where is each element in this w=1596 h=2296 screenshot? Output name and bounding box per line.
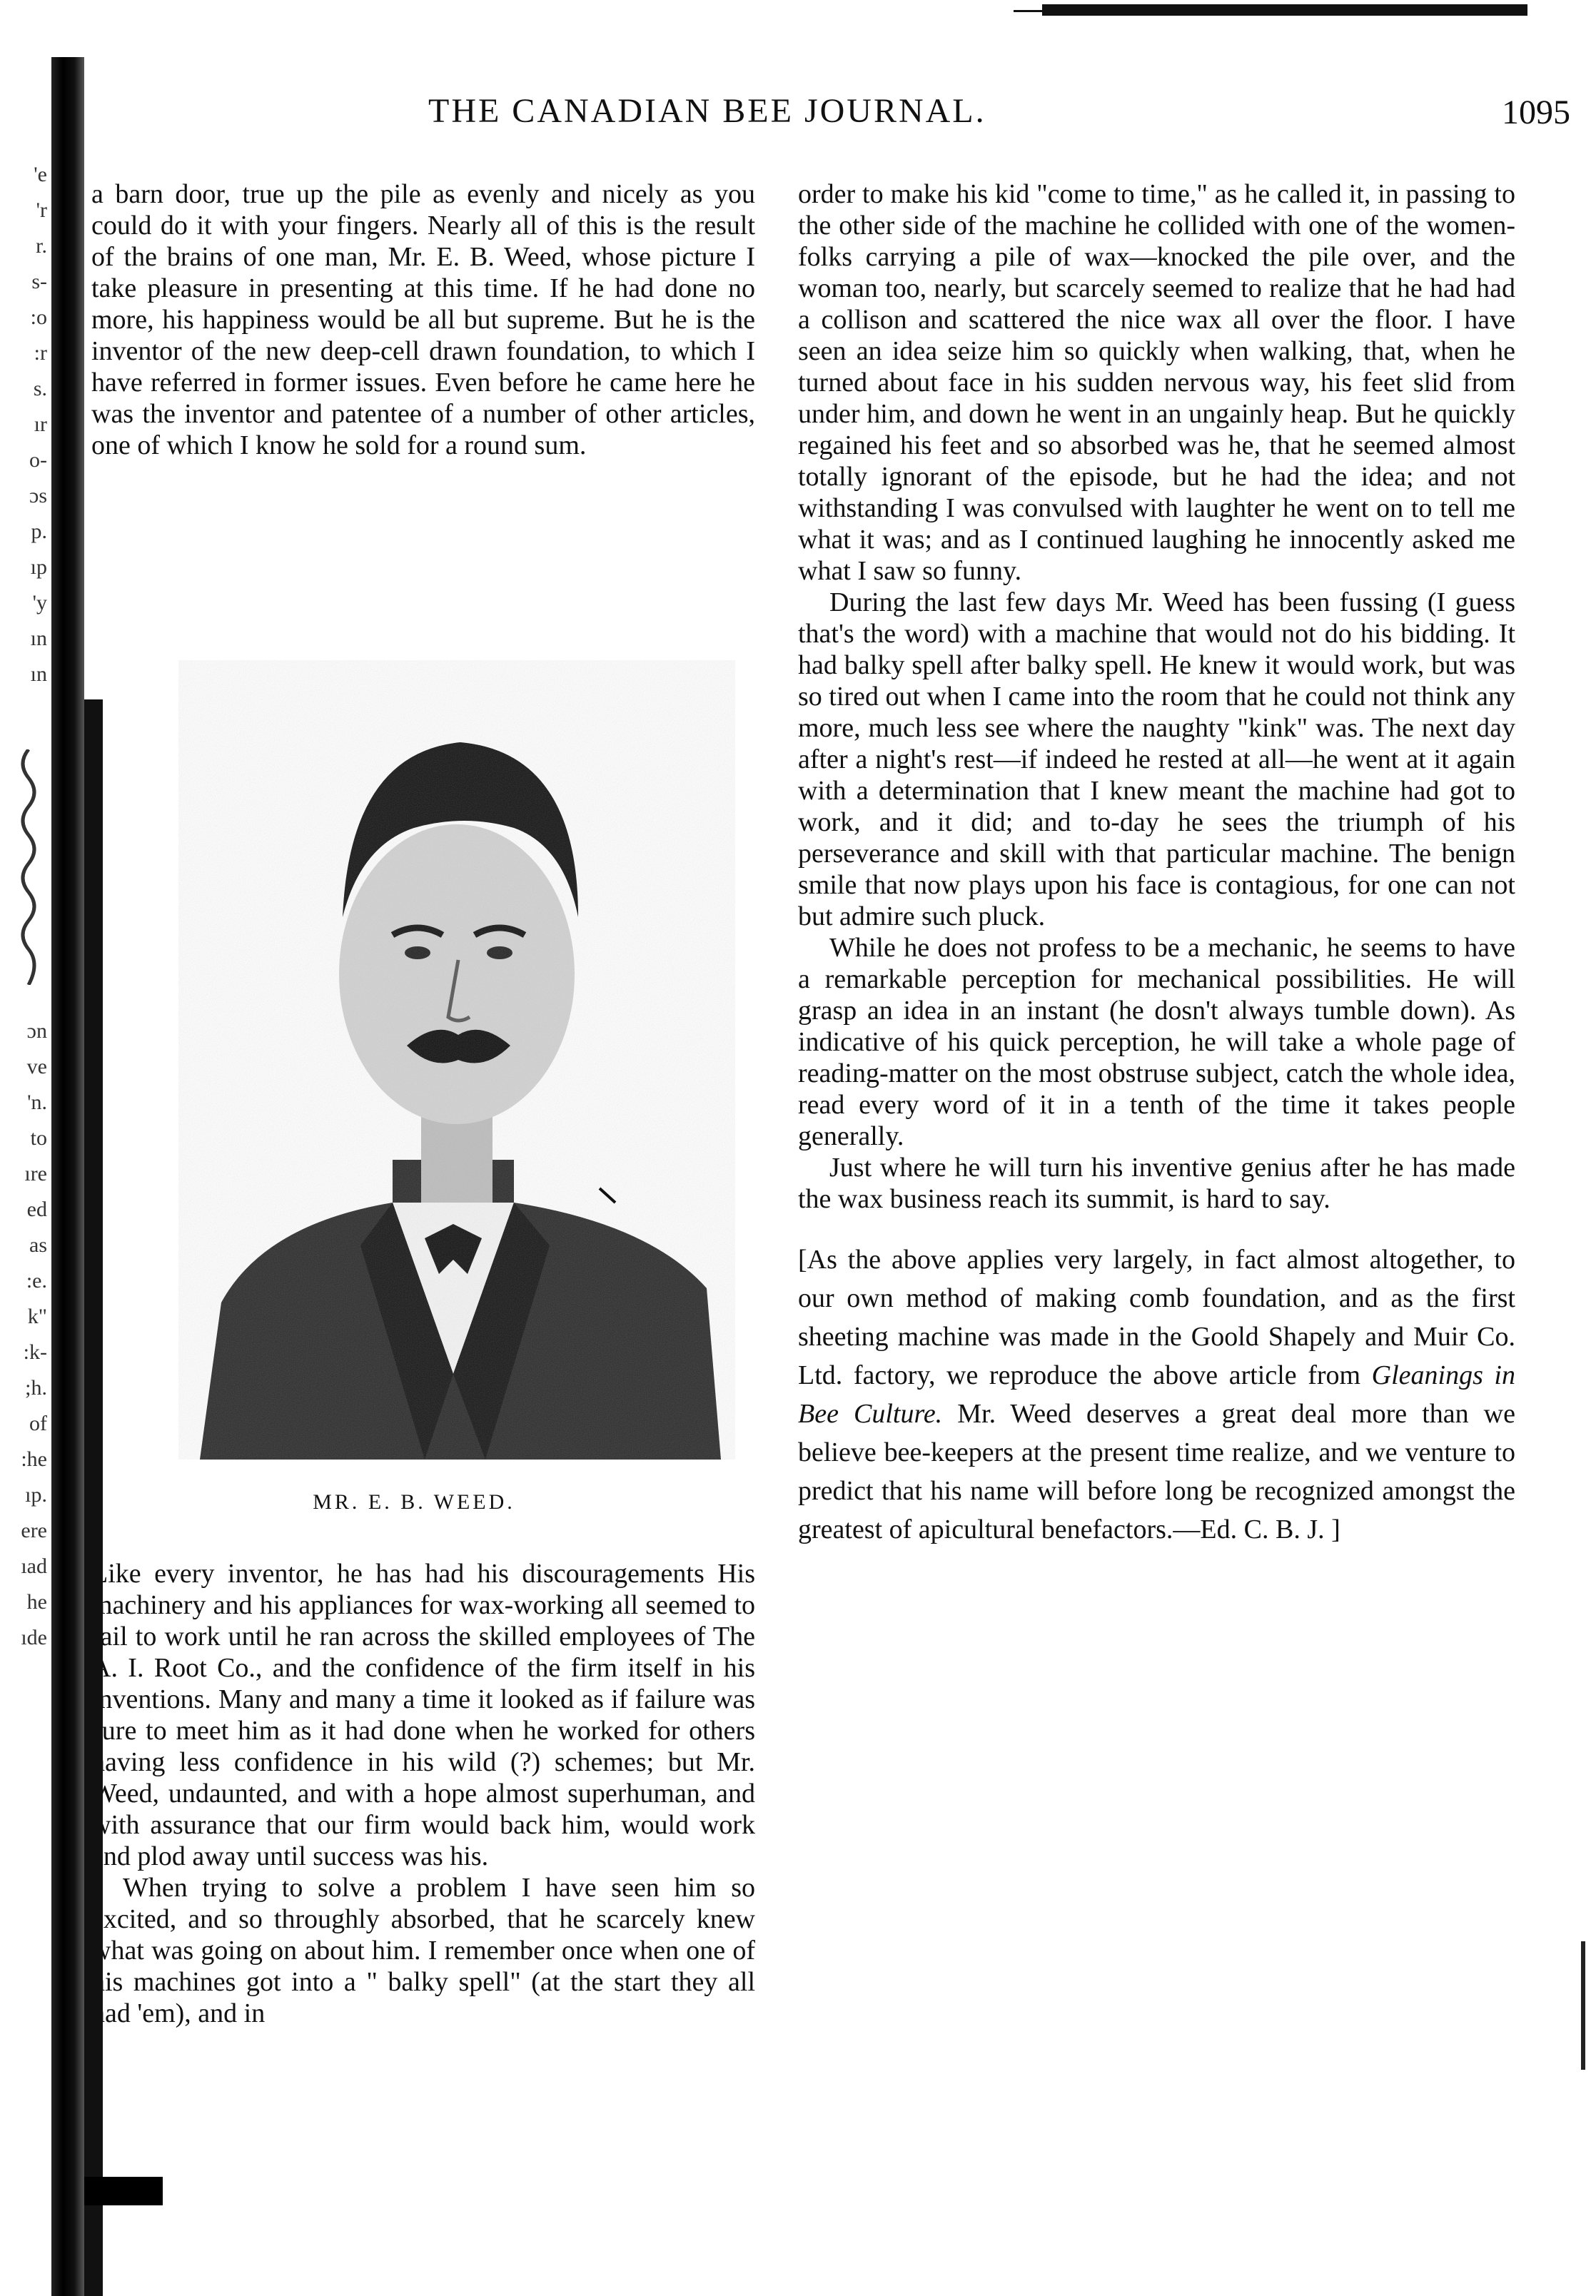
article-paragraph: Like every inventor, he has had his discouragements His machinery and his appliances for wax-working all seemed to fail to work until he ran across the skilled employees of The A. I. Root Co., and the confidence of the firm itself in his inventions. Many and many a time it looked as if failure was sure to meet him as it had done when he worked for others having less confidence in his wild (?) schemes; but Mr. Weed, undaunted, and with a hope almost superhuman, and with assurance that our firm would back him, would work and plod away until success was his. [91, 1559, 755, 1871]
article-paragraph: While he does not profess to be a mechanic, he seems to have a remarkable perception for mechanical possibilities. He will grasp an idea in an instant (he dosn't always tumble down). As indicative of his quick perception, he will take a whole page of reading-matter on the most obstruse subject, catch the whole idea, read every word of it in a tenth of the time it takes people generally. [798, 933, 1515, 1151]
article-paragraph: order to make his kid "come to time," as he called it, in passing to the other side of the machine he collided with one of the women-folks carrying a pile of wax—knocked the pile over, and the woman too, nearly, but scarcely seemed to realize that he had had a collison and scattered the nice wax all over the floor. I have seen an idea seize him so quickly when walking, that, when he turned about face in his sudden nervous way, his feet slid from under him, and down he went in an ungainly heap. But he quickly regained his feet and so absorbed was he, that he seemed almost totally ignorant of the episode, but he had the idea; and not withstanding I was convulsed with laughter he went on to tell me what it was; and as I continued laughing he innocently asked me what I saw so funny. [798, 179, 1515, 586]
facing-page-fragment: o- [29, 448, 47, 472]
facing-page-fragment: ıde [21, 1626, 47, 1649]
article-paragraph: When trying to solve a problem I have seen him so excited, and so throughly absorbed, that he scarcely knew what was going on about him. I remember once when one of his machines got into a " balky spell" (at the start they all had 'em), and in [91, 1873, 755, 2028]
facing-page-ornament [16, 749, 41, 985]
page-header [428, 91, 1570, 134]
facing-page-fragment: :o [30, 305, 47, 329]
facing-page-fragment: s. [33, 377, 47, 400]
facing-page-fragment: ;h. [25, 1376, 47, 1400]
editor-note-text-end: Mr. Weed deserves a great deal more than we believe bee-keepers at the present time realize, and we venture to predict that his name will before long be recognized amongst the greatest of apicultural benefactors.—Ed. C. B. J. ] [798, 1399, 1515, 1544]
facing-page-fragment: ır [34, 413, 47, 436]
binding-gutter-shadow [51, 57, 84, 2296]
facing-page-fragment: :k- [23, 1340, 47, 1364]
facing-page-fragment: s- [31, 270, 47, 293]
facing-page-fragment: 'e [34, 163, 47, 186]
binding-gutter-inner [84, 699, 103, 2296]
facing-page-fragment: 'n. [27, 1091, 47, 1114]
top-border-rule [1042, 4, 1527, 16]
facing-page-fragment: ɔs [29, 484, 47, 507]
right-column-paragraphs [798, 178, 1515, 1215]
facing-page-fragment: k" [27, 1305, 47, 1328]
left-column-top [91, 178, 755, 461]
article-paragraph: Just where he will turn his inventive genius after he has made the wax business reach its summit, is hard to say. [798, 1153, 1515, 1214]
facing-page-fragment: ın [30, 627, 47, 650]
facing-page-fragment: ere [21, 1519, 47, 1542]
running-title: THE CANADIAN BEE JOURNAL. [428, 92, 986, 130]
facing-page-fragment: of [29, 1412, 47, 1435]
edge-mark [1581, 1941, 1585, 2070]
facing-page-fragment: as [29, 1233, 47, 1257]
facing-page-bleed [0, 157, 50, 2084]
page-number: 1095 [1502, 93, 1570, 131]
facing-page-fragment: r. [36, 234, 47, 258]
facing-page-fragment: ıad [21, 1554, 47, 1578]
facing-page-fragment: ve [26, 1055, 47, 1078]
editor-note-text: [As the above applies very largely, in fact almost altogether, to our own method of making comb foundation, and as the first sheeting machine was made in the Goold Shapely and Muir Co. Ltd. factory, we reproduce the above article from [798, 1245, 1515, 1390]
source-title: Gleanings in Bee Culture. [798, 1360, 1515, 1429]
facing-page-fragment: :r [34, 341, 47, 365]
facing-page-fragment: :he [21, 1447, 47, 1471]
portrait-caption: MR. E. B. WEED. [313, 1490, 515, 1514]
facing-page-fragment: ɔn [26, 1019, 47, 1043]
facing-page-fragment: ın [30, 662, 47, 686]
facing-page-fragment: he [26, 1590, 47, 1614]
facing-page-fragment: 'y [32, 591, 47, 615]
portrait-illustration [178, 660, 735, 1460]
article-paragraph: During the last few days Mr. Weed has been fussing (I guess that's the word) with a machine that would not do his bidding. It had balky spell after balky spell. He knew it would work, but was so tired out when I came into the room that he could not think any more, much less see where the naughty "kink" was. The next day after a night's rest—if indeed he rested at all—he went at it again with a determination that I knew meant the machine had got to work, and it did; and to-day he sees the triumph of his perseverance and skill with that particular machine. The benign smile that now plays upon his face is contagious, for one can not but admire such pluck. [798, 587, 1515, 931]
left-column-bottom [91, 1558, 755, 2029]
facing-page-fragment: p. [31, 520, 47, 543]
facing-page-fragment: ıp. [25, 1483, 47, 1507]
binding-gutter-mark [84, 2177, 163, 2205]
facing-page-fragment [0, 692, 50, 728]
facing-page-fragment: 'r [36, 198, 47, 222]
facing-page-fragment: :e. [26, 1269, 47, 1293]
facing-page-fragment: ıre [24, 1162, 47, 1185]
facing-page-fragment: to [30, 1126, 47, 1150]
editor-note [798, 1240, 1515, 1549]
facing-page-fragment: ed [26, 1198, 47, 1221]
facing-page-fragment: ıp [30, 555, 47, 579]
article-paragraph: a barn door, true up the pile as evenly and nicely as you could do it with your fingers. Nearly all of this is the result of the brains of one man, Mr. E. B. Weed, whose picture I take pleasure in presenting at this time. If he had done no more, his happiness would be all but supreme. But he is the inventor of the new deep-cell drawn foundation, to which I have referred in former issues. Even before he came here he was the inventor and patentee of a number of other articles, one of which I know he sold for a round sum. [91, 179, 755, 460]
right-column [798, 178, 1515, 1576]
